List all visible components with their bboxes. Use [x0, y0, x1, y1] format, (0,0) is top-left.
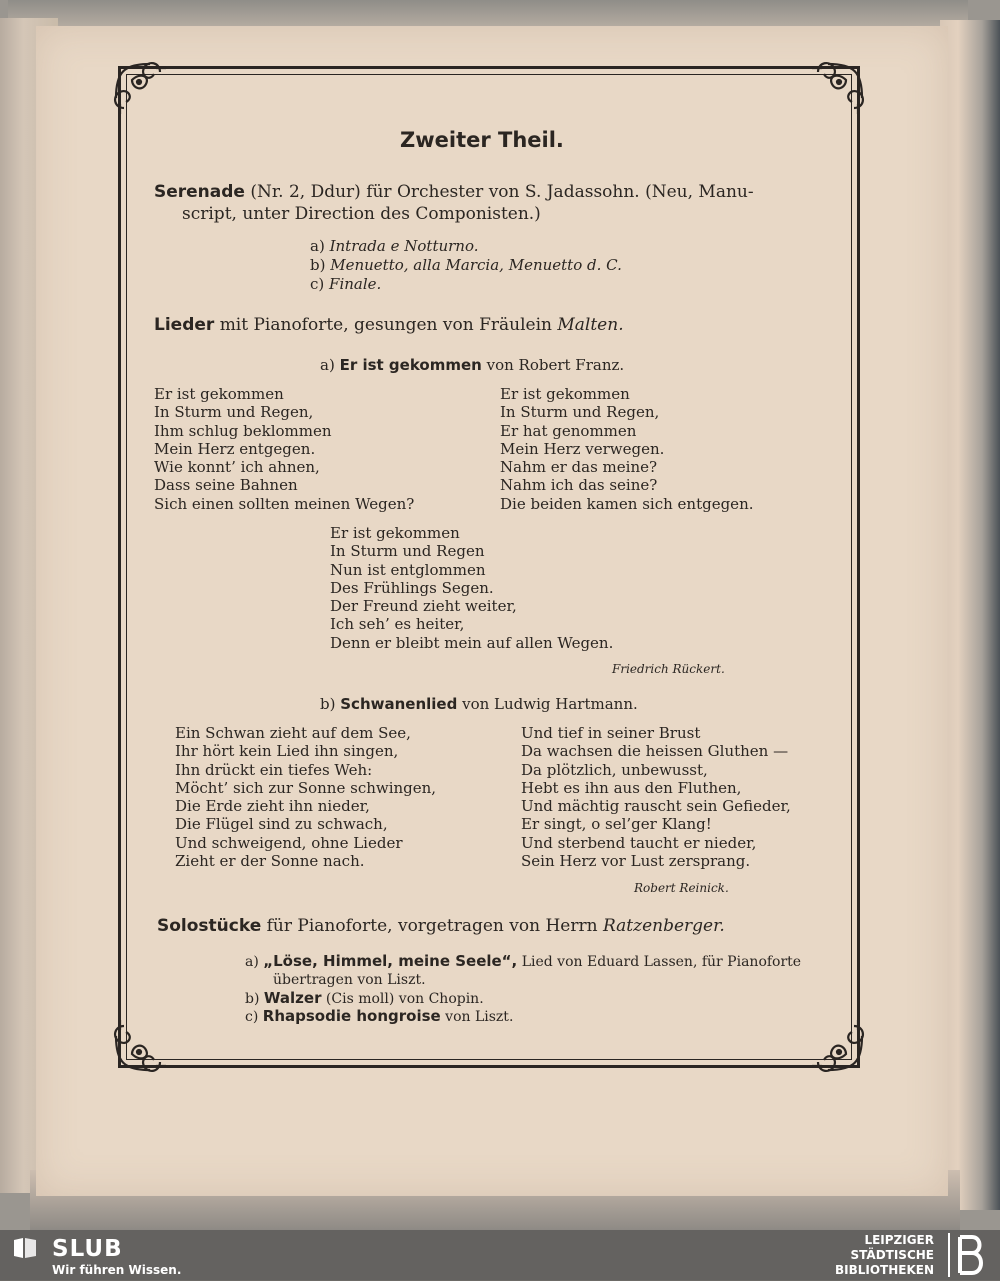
lieder-entry [154, 316, 624, 334]
poet-credit: Friedrich Rückert. [612, 662, 725, 676]
serenade-movement: a) Intrada e Notturno. [310, 237, 479, 255]
poem-b-left: Ein Schwan zieht auf dem See, Ihr hört kein Lied ihn singen, Ihn drückt ein tiefes Weh: Möcht’ sich zur Sonne schwingen, Die Erde zieht ihn nieder, Die Flügel sind zu schwach, Und schweigend, ohne Lieder Zieht er der Sonne nach. [175, 724, 437, 871]
lsb-logo-icon[interactable] [948, 1233, 992, 1277]
corner-ornament-icon [110, 58, 172, 120]
song-a-heading: a) Er ist gekommen von Robert Franz. [320, 356, 625, 374]
solo-text: für Pianoforte, vorgetragen von Herrn [266, 916, 598, 936]
lieder-title: Lieder [154, 315, 215, 335]
lieder-text: mit Pianoforte, gesungen von Fräulein [219, 315, 552, 335]
poem-b-right: Und tief in seiner Brust Da wachsen die heissen Gluthen — Da plötzlich, unbewusst, Hebt es ihn aus den Fluthen, Und mächtig rauscht sein Gefieder, Er singt, o sel’ger Klang! Und sterbend taucht er nieder, Sein Herz vor Lust zersprang. [521, 724, 791, 871]
lieder-singer: Malten. [557, 315, 624, 335]
poem-a-left: Er ist gekommen In Sturm und Regen, Ihm schlug beklommen Mein Herz entgegen. Wie konnt’ ich ahnen, Dass seine Bahnen Sich einen sollten meinen Wegen? [154, 385, 415, 513]
corner-ornament-icon [806, 1014, 868, 1076]
poem-a-center: Er ist gekommen In Sturm und Regen Nun ist entglommen Des Frühlings Segen. Der Freund zieht weiter, Ich seh’ es heiter, Denn er bleibt mein auf allen Wegen. [330, 524, 614, 652]
song-b-heading: b) Schwanenlied von Ludwig Hartmann. [320, 695, 638, 713]
serenade-movement: b) Menuetto, alla Marcia, Menuetto d. C. [310, 256, 622, 274]
lsb-wordmark[interactable]: LEIPZIGER STÄDTISCHE BIBLIOTHEKEN [834, 1233, 934, 1277]
solo-entry [157, 917, 725, 935]
serenade-entry [154, 183, 754, 201]
serenade-title: Serenade [154, 182, 245, 202]
serenade-line1: (Nr. 2, Ddur) für Orchester von S. Jadassohn. (Neu, Manu- [250, 182, 754, 202]
page-edge-right [940, 20, 1000, 1210]
serenade-line2: script, unter Direction des Componisten.) [182, 204, 541, 224]
poet-credit: Robert Reinick. [634, 881, 729, 895]
solo-piece-c: c) Rhapsodie hongroise von Liszt. [245, 1007, 514, 1025]
slub-tagline: Wir führen Wissen. [52, 1263, 182, 1277]
song-a-title: Er ist gekommen [339, 356, 482, 374]
slub-name[interactable]: SLUB [52, 1236, 123, 1262]
solo-piece-b: b) Walzer (Cis moll) von Chopin. [245, 989, 484, 1007]
section-heading: Zweiter Theil. [400, 128, 564, 152]
corner-ornament-icon [110, 1014, 172, 1076]
song-b-title: Schwanenlied [340, 695, 458, 713]
solo-piece-a-cont: übertragen von Liszt. [273, 972, 426, 988]
poem-a-right: Er ist gekommen In Sturm und Regen, Er hat genommen Mein Herz verwegen. Nahm er das meine? Nahm ich das seine? Die beiden kamen sich entgegen. [500, 385, 754, 513]
solo-performer: Ratzenberger. [602, 916, 725, 936]
solo-title: Solostücke [157, 916, 262, 936]
slub-logo-icon[interactable] [12, 1236, 38, 1260]
corner-ornament-icon [806, 58, 868, 120]
solo-piece-a: a) „Löse, Himmel, meine Seele“, Lied von Eduard Lassen, für Pianoforte [245, 952, 802, 970]
serenade-movement: c) Finale. [310, 275, 382, 293]
viewer-footer [0, 1230, 1000, 1280]
